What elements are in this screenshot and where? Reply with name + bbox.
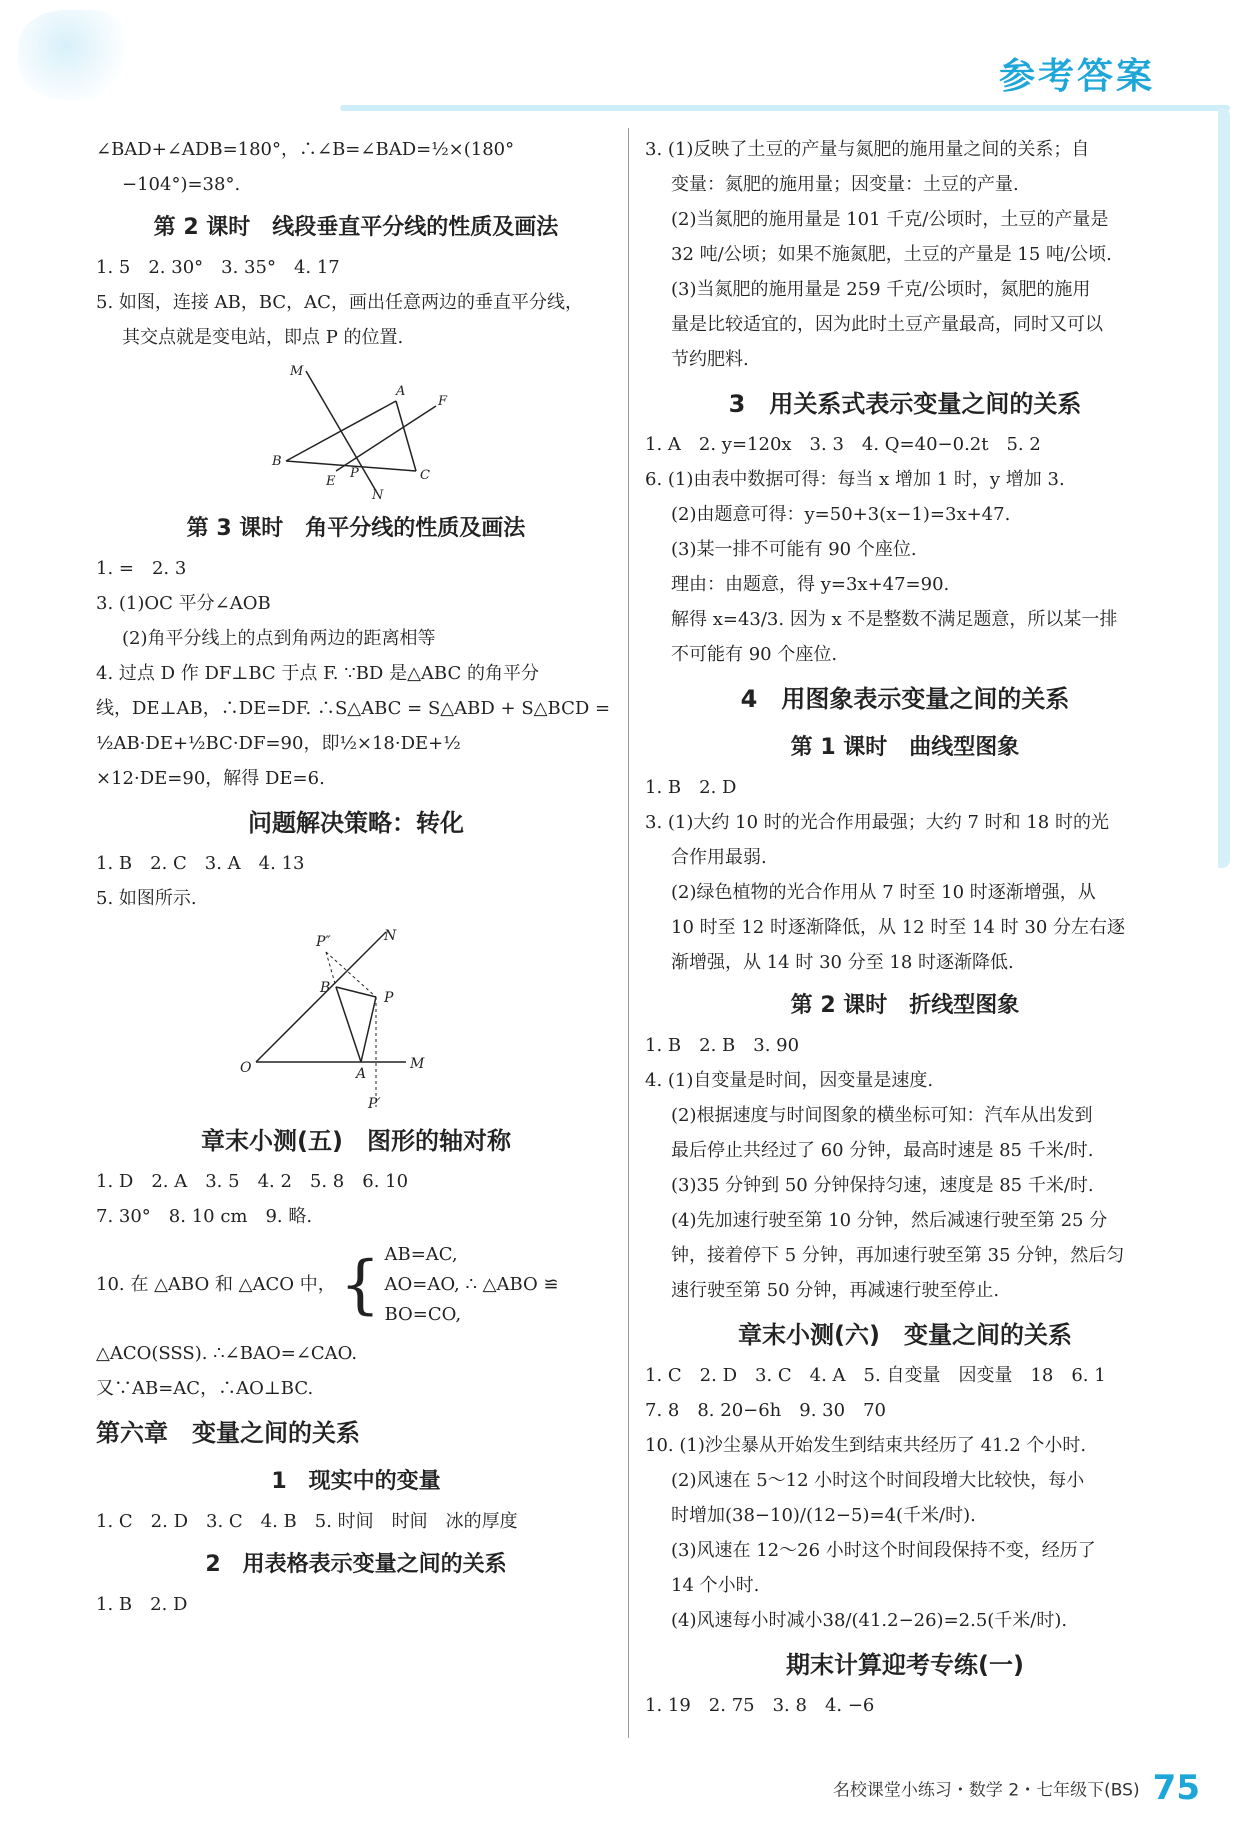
text-line: (2)风速在 5～12 小时这个时间段增大比较快，每小 — [671, 1470, 1085, 1491]
page-footer — [833, 1768, 1200, 1808]
text-line: −104°)=38°. — [122, 174, 241, 195]
point-label: E — [326, 474, 336, 489]
point-label: N — [372, 488, 384, 501]
brace-lines — [384, 1240, 558, 1330]
perpendicular-bisector-figure — [256, 361, 456, 501]
text-line: 最后停止共经过了 60 分钟，最高时速是 85 千米/时. — [671, 1140, 1094, 1161]
point-label: C — [420, 468, 430, 483]
left-column — [96, 132, 616, 1622]
text-line: 时增加(38−10)/(12−5)=4(千米/时). — [671, 1505, 976, 1526]
text-line: 10. (1)沙尘暴从开始发生到结束共经历了 41.2 个小时. — [645, 1435, 1087, 1456]
text-line: 1. C 2. D 3. C 4. B 5. 时间 时间 冰的厚度 — [96, 1511, 518, 1532]
text-line: ½AB·DE+½BC·DF=90，即½×18·DE+½ — [96, 733, 461, 754]
reflection-figure — [236, 922, 476, 1112]
text-line: (4)风速每小时减小38/(41.2−26)=2.5(千米/时). — [671, 1610, 1068, 1631]
text-line: 其交点就是变电站，即点 P 的位置. — [122, 327, 404, 348]
text-line: 1. C 2. D 3. C 4. A 5. 自变量 因变量 18 6. 1 — [645, 1365, 1106, 1386]
section-heading: 问题解决策略：转化 — [248, 809, 464, 837]
text-line: 1. 19 2. 75 3. 8 4. −6 — [645, 1695, 875, 1716]
text-line: (4)先加速行驶至第 10 分钟，然后减速行驶至第 25 分 — [671, 1210, 1108, 1231]
point-label: A — [396, 384, 406, 399]
book-title: 名校课堂小练习・数学 2・七年级下(BS) — [832, 1780, 1140, 1801]
text-line: (2)角平分线上的点到角两边的距离相等 — [122, 628, 436, 649]
page-header — [0, 0, 1250, 120]
text-line: 5. 如图，连接 AB，BC，AC，画出任意两边的垂直平分线， — [96, 292, 583, 313]
text-line: 3. (1)反映了土豆的产量与氮肥的施用量之间的关系；自 — [645, 139, 1090, 160]
page-number: 75 — [1152, 1768, 1200, 1808]
text-line: 10. 在 △ABO 和 △ACO 中， — [96, 1274, 336, 1295]
section-heading: 2 用表格表示变量之间的关系 — [205, 1552, 507, 1577]
point-label: A — [356, 1066, 367, 1082]
text-line: 10 时至 12 时逐渐降低，从 12 时至 14 时 30 分左右逐 — [671, 917, 1126, 938]
text-line: 14 个小时. — [671, 1575, 760, 1596]
text-line: (3)风速在 12～26 小时这个时间段保持不变，经历了 — [671, 1540, 1096, 1561]
text-line: 1. 5 2. 30° 3. 35° 4. 17 — [96, 257, 340, 278]
side-tab — [1218, 108, 1230, 868]
column-divider — [628, 128, 629, 1738]
section-heading: 4 用图象表示变量之间的关系 — [740, 685, 1070, 713]
text-line: 1. B 2. D — [96, 1594, 188, 1615]
text-line: 1. B 2. D — [645, 777, 737, 798]
text-line: 4. (1)自变量是时间，因变量是速度. — [645, 1070, 934, 1091]
text-line: ∠BAD+∠ADB=180°，∴∠B=∠BAD=½×(180° — [96, 139, 515, 160]
text-line: 1. = 2. 3 — [96, 558, 187, 579]
text-line: 解得 x=43/3. 因为 x 不是整数不满足题意，所以某一排 — [671, 609, 1118, 630]
text-line: (2)绿色植物的光合作用从 7 时至 10 时逐渐增强，从 — [671, 882, 1096, 903]
point-label: F — [438, 394, 448, 409]
point-label: P — [350, 466, 359, 481]
chapter-heading: 第六章 变量之间的关系 — [96, 1419, 360, 1447]
text-line: (3)某一排不可能有 90 个座位. — [671, 539, 917, 560]
text-line: 线，DE⊥AB，∴DE=DF. ∴S△ABC = S△ABD + S△BCD = — [96, 698, 611, 719]
text-line: 渐增强，从 14 时 30 分至 18 时逐渐降低. — [671, 952, 1014, 973]
decorative-blob — [18, 10, 138, 100]
section-heading: 章末小测(五) 图形的轴对称 — [201, 1127, 511, 1155]
text-line: 速行驶至第 50 分钟，再减速行驶至停止. — [671, 1280, 1000, 1301]
point-label: P″ — [316, 934, 331, 950]
brace-symbol: { — [339, 1248, 381, 1322]
text-line: 合作用最弱. — [671, 847, 767, 868]
section-heading: 期末计算迎考专练(一) — [786, 1651, 1024, 1679]
brace-block — [96, 1240, 616, 1330]
text-line: △ACO(SSS). ∴∠BAO=∠CAO. — [96, 1343, 358, 1364]
section-heading: 第 3 课时 角平分线的性质及画法 — [186, 516, 526, 541]
text-line: 3. (1)OC 平分∠AOB — [96, 593, 271, 614]
text-line: 钟，接着停下 5 分钟，再加速行驶至第 35 分钟，然后匀 — [671, 1245, 1125, 1266]
text-line: ×12·DE=90，解得 DE=6. — [96, 768, 325, 789]
section-heading: 1 现实中的变量 — [271, 1469, 441, 1494]
section-heading: 章末小测(六) 变量之间的关系 — [738, 1321, 1072, 1349]
point-label: N — [384, 928, 397, 944]
text-line: AB=AC, — [384, 1244, 458, 1265]
text-line: 理由：由题意，得 y=3x+47=90. — [671, 574, 950, 595]
right-column — [645, 132, 1165, 1723]
point-label: P′ — [368, 1096, 381, 1112]
text-line: (3)35 分钟到 50 分钟保持匀速，速度是 85 千米/时. — [671, 1175, 1094, 1196]
text-line: 7. 30° 8. 10 cm 9. 略. — [96, 1206, 313, 1227]
header-rule — [340, 105, 1230, 111]
text-line: 1. B 2. C 3. A 4. 13 — [96, 853, 305, 874]
text-line: AO=AO, ∴ △ABO ≌ — [384, 1274, 559, 1295]
text-line: 32 吨/公顷；如果不施氮肥，土豆的产量是 15 吨/公顷. — [671, 244, 1112, 265]
text-line: 4. 过点 D 作 DF⊥BC 于点 F. ∵BD 是△ABC 的角平分 — [96, 663, 539, 684]
text-line: 1. D 2. A 3. 5 4. 2 5. 8 6. 10 — [96, 1171, 409, 1192]
text-line: (2)根据速度与时间图象的横坐标可知：汽车从出发到 — [671, 1105, 1093, 1126]
subsection-heading: 第 2 课时 折线型图象 — [790, 993, 1020, 1018]
text-line: 5. 如图所示. — [96, 888, 197, 909]
point-label: M — [290, 364, 304, 379]
text-line: 变量：氮肥的施用量；因变量：土豆的产量. — [671, 174, 1019, 195]
text-line: 不可能有 90 个座位. — [671, 644, 838, 665]
text-line: 量是比较适宜的，因为此时土豆产量最高，同时又可以 — [671, 314, 1103, 335]
text-line: 6. (1)由表中数据可得：每当 x 增加 1 时，y 增加 3. — [645, 469, 1065, 490]
text-line: (2)由题意可得：y=50+3(x−1)=3x+47. — [671, 504, 1011, 525]
text-line: 3. (1)大约 10 时的光合作用最强；大约 7 时和 18 时的光 — [645, 812, 1109, 833]
header-title: 参考答案 — [998, 56, 1155, 97]
text-line: 7. 8 8. 20−6h 9. 30 70 — [645, 1400, 886, 1421]
point-label: B — [272, 454, 282, 469]
text-line: 又∵AB=AC，∴AO⊥BC. — [96, 1378, 314, 1399]
text-line: (3)当氮肥的施用量是 259 千克/公顷时，氮肥的施用 — [671, 279, 1091, 300]
point-label: P — [384, 990, 394, 1006]
text-line: 节约肥料. — [671, 349, 749, 370]
point-label: O — [240, 1060, 252, 1076]
text-line: 1. A 2. y=120x 3. 3 4. Q=40−0.2t 5. 2 — [645, 434, 1041, 455]
text-line: 1. B 2. B 3. 90 — [645, 1035, 800, 1056]
point-label: M — [410, 1056, 425, 1072]
section-heading: 3 用关系式表示变量之间的关系 — [728, 390, 1082, 418]
subsection-heading: 第 1 课时 曲线型图象 — [790, 735, 1020, 760]
section-heading: 第 2 课时 线段垂直平分线的性质及画法 — [153, 215, 559, 240]
point-label: B — [320, 980, 331, 996]
text-line: BO=CO, — [384, 1304, 462, 1325]
text-line: (2)当氮肥的施用量是 101 千克/公顷时，土豆的产量是 — [671, 209, 1109, 230]
